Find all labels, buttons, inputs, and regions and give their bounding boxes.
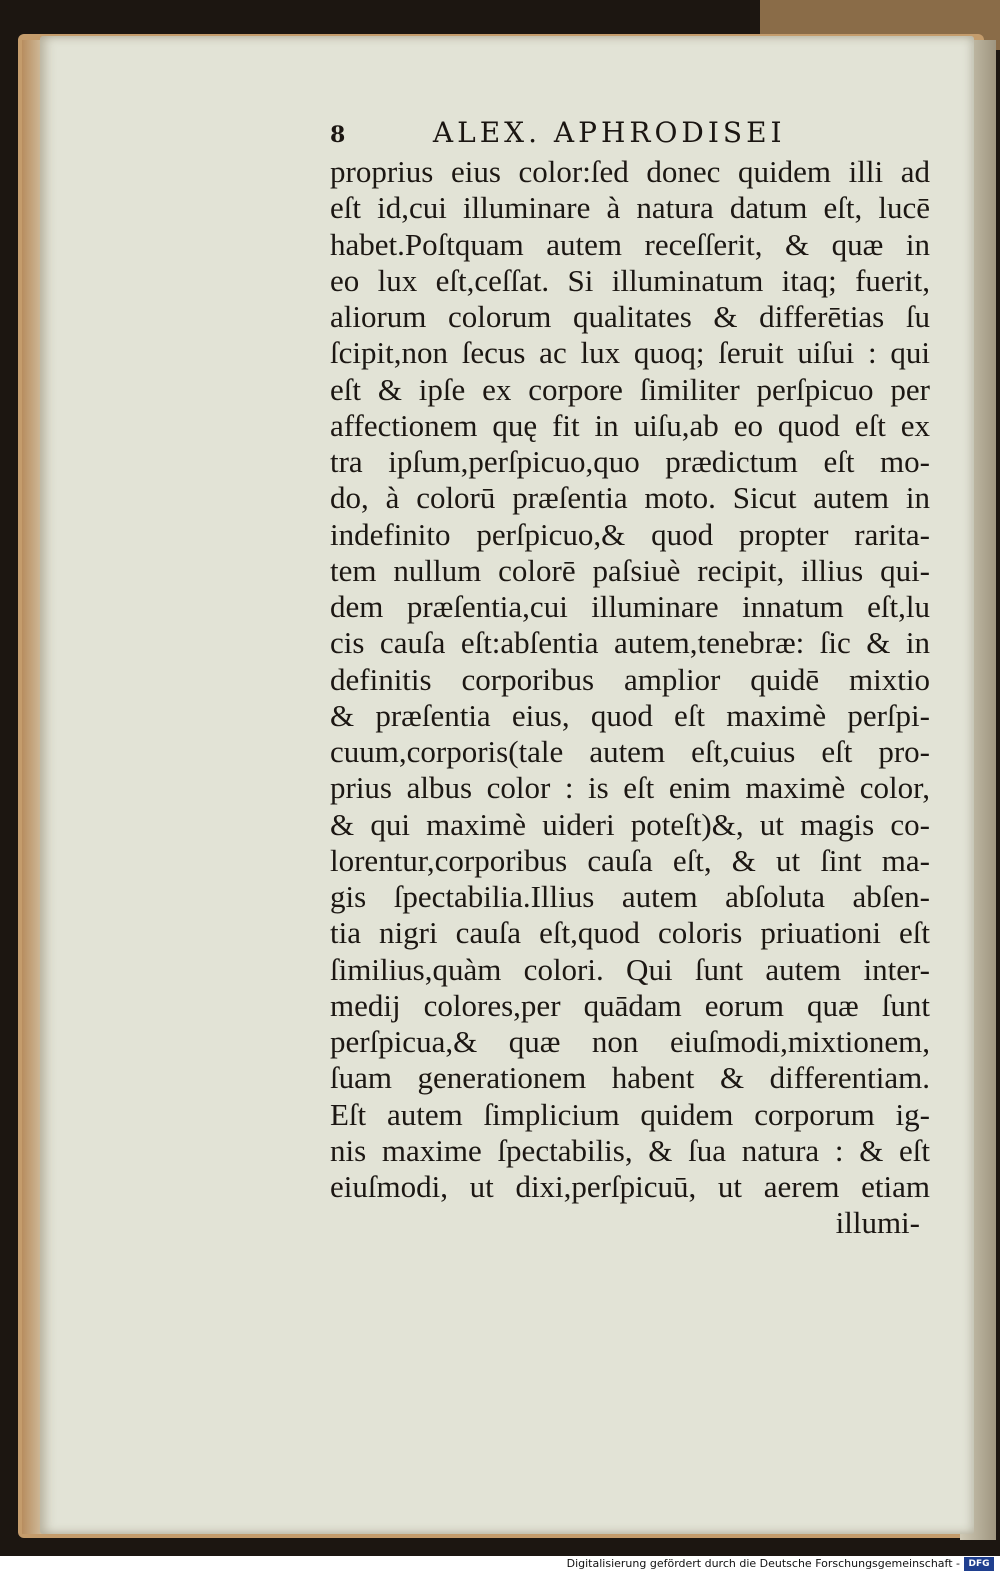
text-line: do, à colorū præſentia moto. Sicut autem in (330, 480, 930, 516)
text-line: indefinito perſpicuo,& quod propter rarita- (330, 516, 930, 552)
text-line: tia nigri cauſa eſt,quod coloris priuationi eſt (330, 915, 930, 951)
catchword: illumi- (835, 1205, 920, 1241)
text-line: eiuſmodi, ut dixi,perſpicuū, ut aerem etiam (330, 1169, 930, 1204)
text-line: prius albus color : is eſt enim maximè color, (330, 770, 930, 806)
text-line: & qui maximè uideri poteſt)&, ut magis co- (330, 806, 930, 842)
dfg-logo-icon: DFG (964, 1557, 994, 1571)
text-line: ſimilius,quàm colori. Qui ſunt autem inter- (330, 951, 930, 987)
text-line: eſt id,cui illuminare à natura datum eſt, lucē (330, 190, 930, 226)
text-line: nis maxime ſpectabilis, & ſua natura : & eſt (330, 1132, 930, 1168)
text-line: aliorum colorum qualitates & differētias ſu (330, 299, 930, 334)
text-line: & præſentia eius, quod eſt maximè perſpi- (330, 697, 930, 733)
text-line: ſcipit,non ſecus ac lux quoq; ſeruit uiſui : qui (330, 335, 930, 371)
text-line: cis cauſa eſt:abſentia autem,tenebræ: ſic & in (330, 625, 930, 661)
text-line: habet.Poſtquam autem receſſerit, & quæ in (330, 226, 930, 262)
main-text (330, 154, 930, 1242)
running-head (330, 116, 930, 149)
text-line: eo lux eſt,ceſſat. Si illuminatum itaq; fuerit, (330, 262, 930, 298)
text-line: proprius eius color:ſed donec quidem illi ad (330, 154, 930, 189)
text-line: affectionem quę fit in uiſu,ab eo quod eſt ex (330, 407, 930, 443)
text-line: tra ipſum,perſpicuo,quo prædictum eſt mo- (330, 444, 930, 479)
text-line: perſpicua,& quæ non eiuſmodi,mixtionem, (330, 1024, 930, 1059)
text-line: medij colores,per quādam eorum quæ ſunt (330, 987, 930, 1023)
running-title: ALEX. APHRODISEI (432, 116, 786, 149)
text-line: dem præſentia,cui illuminare innatum eſt,lu (330, 589, 930, 624)
digitization-credit: Digitalisierung gefördert durch die Deutsche Forschungsgemeinschaft - (566, 1557, 960, 1570)
page-number: 8 (330, 122, 350, 148)
text-line: ſuam generationem habent & differentiam. (330, 1060, 930, 1096)
text-line: gis ſpectabilia.Illius autem abſoluta abſen- (330, 879, 930, 914)
text-line: lorentur,corporibus cauſa eſt, & ut ſint ma- (330, 842, 930, 878)
text-line: cuum,corporis(tale autem eſt,cuius eſt pro- (330, 734, 930, 769)
text-line: definitis corporibus amplior quidē mixtio (330, 661, 930, 697)
text-line: tem nullum colorē paſsiuè recipit, illius qui- (330, 552, 930, 588)
text-line: Eſt autem ſimplicium quidem corporum ig- (330, 1096, 930, 1132)
text-line: eſt & ipſe ex corpore ſimiliter perſpicuo per (330, 371, 930, 407)
